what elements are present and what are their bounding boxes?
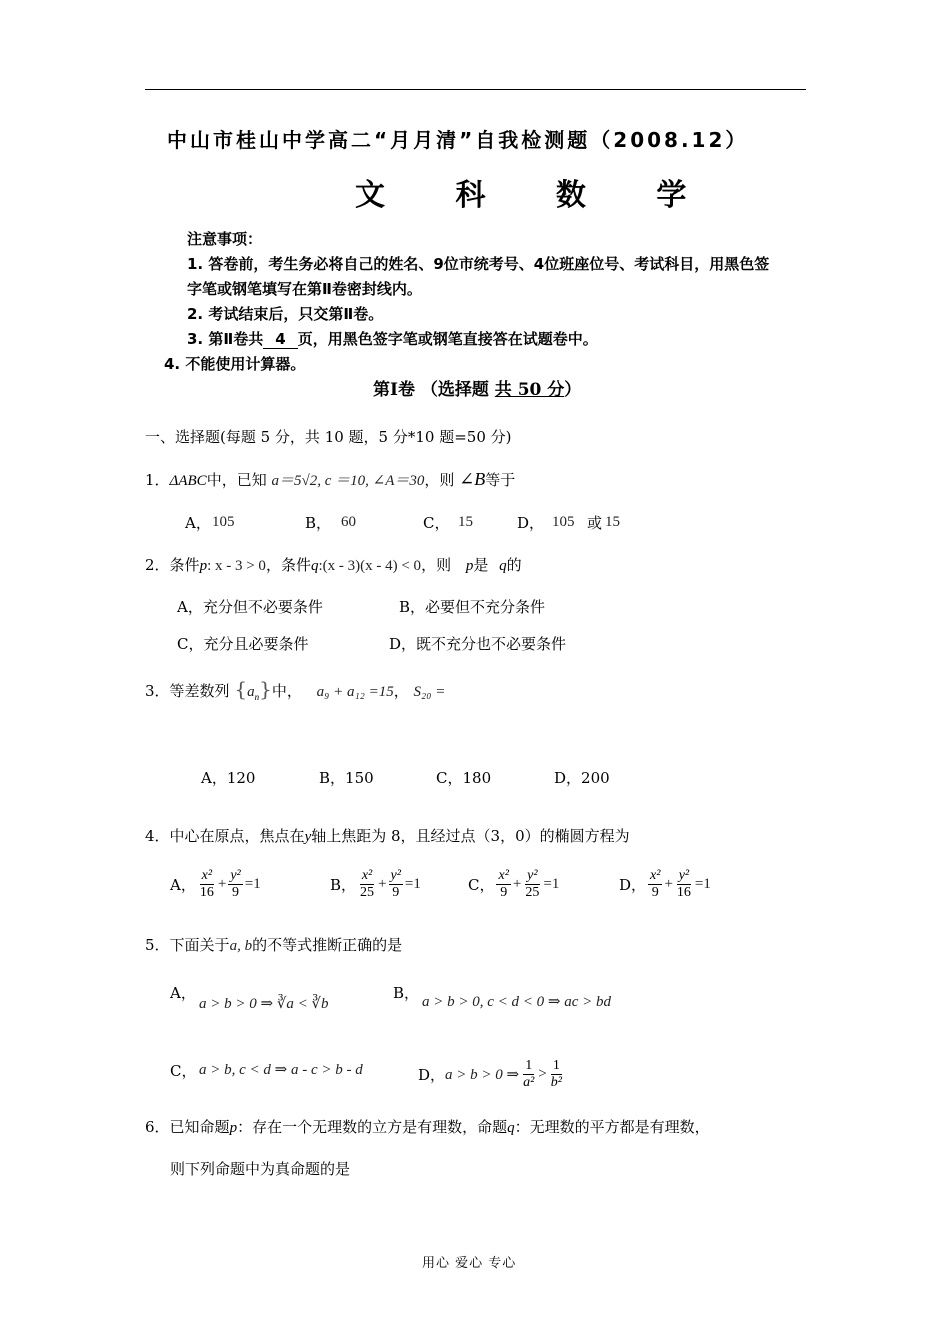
plus: +: [217, 876, 227, 892]
question-4-option-c-label: C，: [468, 876, 495, 894]
question-1-option-c-label: C，: [423, 514, 450, 532]
denominator: 16: [199, 885, 214, 900]
notes-item-2: 2. 考试结束后，只交第Ⅱ卷。: [187, 305, 384, 323]
question-2-text-4: 是: [473, 556, 489, 574]
question-3: [145, 677, 445, 702]
fraction: [389, 868, 403, 901]
question-3-text-3: ，: [393, 682, 409, 700]
denominator: 16: [676, 885, 691, 900]
school-title: 中山市桂山中学高二“月月清”自我检测题（2008.12）: [167, 128, 749, 152]
question-2-p: p: [199, 558, 208, 574]
question-6-q: q: [507, 1120, 515, 1136]
question-3-option-a: A，120: [201, 769, 256, 787]
question-1-option-c: 15: [458, 514, 473, 530]
fraction: [496, 868, 510, 901]
fraction: [198, 868, 216, 901]
fraction: [358, 868, 376, 901]
notes-item-4: 4. 不能使用计算器。: [164, 355, 306, 373]
question-2-option-d: D，既不充分也不必要条件: [389, 635, 567, 653]
question-5-option-a-label: A，: [170, 984, 196, 1002]
question-4-option-c: [468, 868, 559, 901]
question-3-number: 3．: [145, 682, 170, 700]
question-3-text-2: 中，: [271, 682, 302, 700]
question-5-option-d-label: D，: [418, 1066, 446, 1084]
denominator: 9: [500, 885, 508, 900]
fraction: [228, 868, 242, 901]
fraction: [523, 868, 541, 901]
question-6: [145, 1116, 710, 1137]
question-1-tail: 等于: [485, 471, 516, 489]
notes-item-3-post: 页，用黑色签字笔或钢笔直接答在试题卷中。: [297, 330, 598, 348]
question-5-option-b: a > b > 0, c < d < 0 ⇒ ac > bd: [422, 994, 611, 1010]
notes-item-3-pre: 3. 第Ⅱ卷共: [187, 330, 264, 348]
denominator: a²: [523, 1075, 535, 1090]
question-2-not-q: q: [499, 558, 507, 574]
numerator: y²: [230, 868, 241, 883]
question-2-option-a: A，充分但不必要条件: [177, 598, 323, 616]
question-2-q: q: [310, 558, 319, 574]
subject-title: 文 科 数 学: [355, 178, 717, 213]
fraction: [648, 868, 662, 901]
denominator: 25: [525, 885, 540, 900]
question-1-option-d-label: D，: [517, 514, 545, 532]
part1-heading: 一、选择题(每题 5 分，共 10 题，5 分*10 题=50 分): [145, 428, 512, 446]
numerator: x²: [498, 868, 509, 883]
question-1-triangle: ΔABC: [169, 473, 207, 489]
question-6-text-1: 已知命题: [169, 1118, 230, 1136]
question-1-angle: ∠B: [459, 469, 486, 489]
question-5-option-c-label: C，: [170, 1062, 197, 1080]
section-title-pre: 第Ⅰ卷 （选择题: [373, 380, 495, 400]
denominator: 25: [360, 885, 375, 900]
question-3-seq-sub: n: [254, 692, 260, 702]
question-2: [145, 554, 522, 575]
question-4-option-b-label: B，: [330, 876, 357, 894]
question-1-text: 中，已知: [206, 471, 267, 489]
denominator: 9: [232, 885, 240, 900]
question-1-option-a-label: A，: [185, 514, 211, 532]
question-4-text-2: 轴上焦距为 8，且经过点（3，0）的椭圆方程为: [311, 827, 630, 845]
notes-item-1b: 字笔或钢笔填写在第Ⅱ卷密封线内。: [187, 280, 422, 298]
question-5-option-b-label: B，: [393, 984, 420, 1002]
fraction: [549, 1058, 564, 1091]
plus: +: [664, 876, 673, 892]
denominator: 9: [392, 885, 400, 900]
question-3-option-d: D，200: [554, 769, 610, 787]
question-3-option-c: C，180: [436, 769, 492, 787]
question-4-option-d: [619, 868, 711, 901]
question-1-option-d-2: 15: [605, 514, 620, 530]
equals-one: =1: [543, 876, 560, 892]
question-2-text-5: 的: [506, 556, 522, 574]
question-1: [145, 469, 515, 490]
question-6-p: p: [229, 1120, 238, 1136]
question-1-condition: a＝5√2, c ＝10, ∠A＝30: [271, 473, 425, 489]
question-5-option-d: [418, 1058, 566, 1091]
question-3-seq: a: [247, 684, 255, 700]
question-3-expr: a₉ + a₁₂ =15: [316, 684, 394, 700]
question-5-number: 5．: [145, 936, 170, 954]
question-2-not-p: p: [465, 558, 474, 574]
header-rule: [145, 89, 806, 90]
question-6-text-3: ：无理数的平方都是有理数，: [514, 1118, 710, 1136]
notes-pages-count: 4: [263, 330, 297, 349]
question-1-option-b: 60: [341, 514, 356, 530]
question-5-option-a: a > b > 0 ⇒ ∛a < ∛b: [199, 996, 329, 1012]
section-title-score: 共 50 分: [494, 380, 565, 400]
right-brace-icon: }: [259, 677, 272, 701]
equals-one: =1: [694, 876, 711, 892]
equals-one: =1: [404, 876, 421, 892]
plus: +: [512, 876, 522, 892]
numerator: x²: [361, 868, 373, 883]
notes-item-3: [187, 328, 598, 349]
question-4-option-b: [330, 868, 421, 901]
notes-item-1a: 1. 答卷前，考生务必将自己的姓名、9位市统考号、4位班座位号、考试科目，用黑色签: [187, 255, 770, 273]
numerator: 1: [552, 1058, 560, 1073]
fraction: [521, 1058, 536, 1091]
question-2-text-2: ，条件: [265, 556, 311, 574]
numerator: y²: [527, 868, 538, 883]
left-brace-icon: {: [234, 677, 248, 701]
question-1-then: ，则: [424, 471, 455, 489]
question-1-number: 1．: [145, 471, 170, 489]
question-5-option-c: a > b, c < d ⇒ a - c > b - d: [199, 1062, 363, 1078]
question-6-line-2: 则下列命题中为真命题的是: [170, 1160, 351, 1178]
numerator: x²: [201, 868, 213, 883]
question-6-number: 6．: [145, 1118, 170, 1136]
question-2-text-3: ，则: [421, 556, 452, 574]
question-2-cond-p: : x - 3 > 0: [207, 558, 266, 574]
question-1-option-d-or: 或: [587, 514, 603, 532]
question-4-option-a: [170, 868, 261, 901]
question-1-option-d: 105: [552, 514, 575, 530]
question-4-option-a-label: A，: [170, 876, 196, 894]
question-1-option-a: 105: [212, 514, 235, 530]
question-2-text-1: 条件: [169, 556, 200, 574]
denominator: b²: [550, 1075, 562, 1090]
question-4: [145, 825, 630, 846]
notes-title: 注意事项：: [187, 230, 263, 248]
equals-one: =1: [244, 876, 261, 892]
question-4-number: 4．: [145, 827, 170, 845]
question-2-option-c: C，充分且必要条件: [177, 635, 309, 653]
numerator: x²: [650, 868, 661, 883]
question-4-y: y: [304, 829, 312, 845]
question-3-option-b: B，150: [319, 769, 374, 787]
question-5: [145, 934, 402, 955]
denominator: 9: [651, 885, 659, 900]
section-title-post: ）: [564, 380, 582, 400]
question-1-option-b-label: B，: [305, 514, 332, 532]
footer: 用心 爱心 专心: [422, 1256, 517, 1271]
question-3-text-1: 等差数列: [169, 682, 230, 700]
numerator: 1: [525, 1058, 533, 1073]
plus: +: [378, 876, 387, 892]
fraction: [675, 868, 693, 901]
question-3-sum: S₂₀ =: [413, 684, 446, 700]
numerator: y²: [678, 868, 690, 883]
question-5-text-1: 下面关于: [169, 936, 230, 954]
question-5-text-2: 的不等式推断正确的是: [252, 936, 403, 954]
question-2-number: 2．: [145, 556, 170, 574]
question-4-option-d-label: D，: [619, 876, 647, 894]
question-4-text-1: 中心在原点，焦点在: [169, 827, 305, 845]
question-2-option-b: B，必要但不充分条件: [399, 598, 546, 616]
question-5-ab: a, b: [229, 938, 253, 954]
question-5-option-d-premise: a > b > 0 ⇒: [445, 1067, 520, 1083]
question-2-cond-q: :(x - 3)(x - 4) < 0: [318, 558, 422, 574]
greater-than: >: [538, 1066, 547, 1082]
section-title: [373, 375, 581, 400]
question-6-text-2: ：存在一个无理数的立方是有理数，命题: [237, 1118, 508, 1136]
numerator: y²: [390, 868, 401, 883]
